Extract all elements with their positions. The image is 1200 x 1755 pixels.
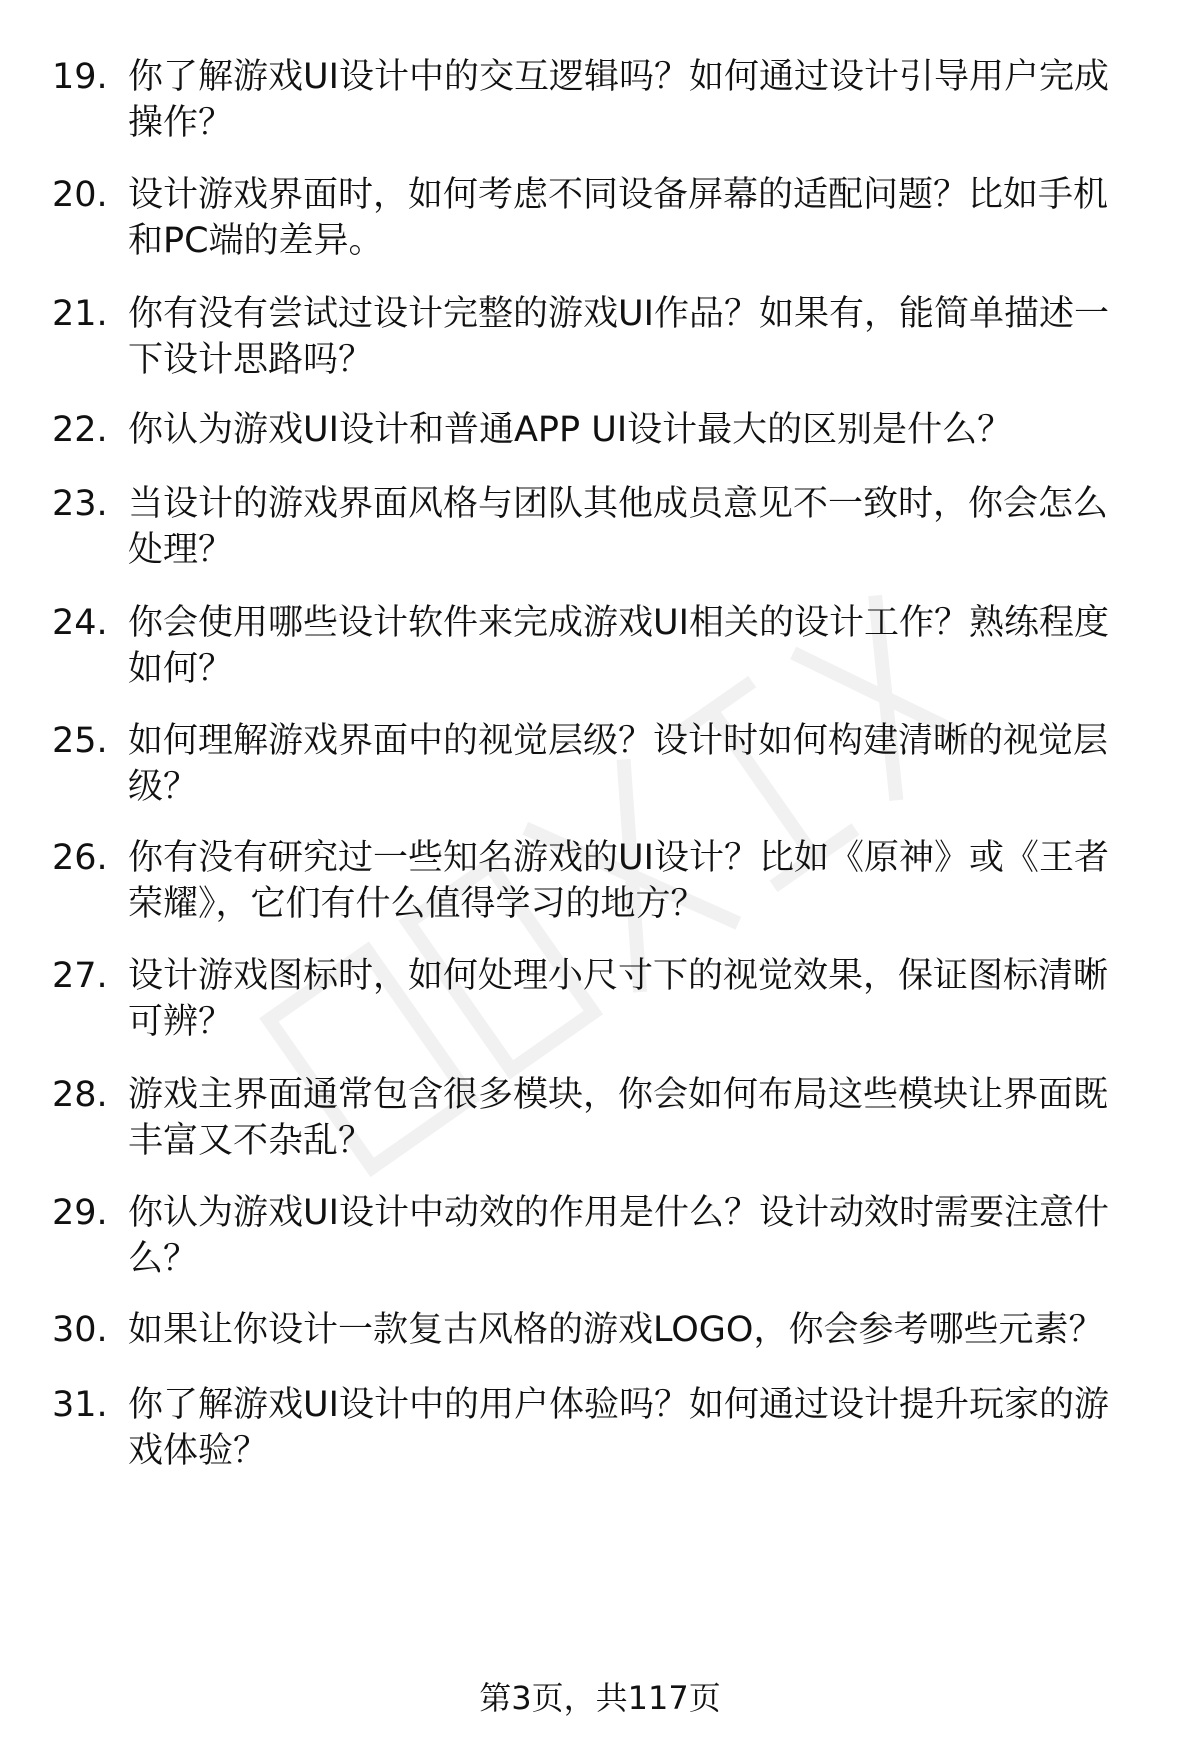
question-number: 22. [52, 410, 108, 450]
question-text: 你认为游戏UI设计中动效的作用是什么？设计动效时需要注意什么？ [128, 1193, 1109, 1279]
question-text: 你会使用哪些设计软件来完成游戏UI相关的设计工作？熟练程度如何？ [128, 603, 1109, 689]
question-number: 30. [52, 1310, 108, 1350]
question-text: 如果让你设计一款复古风格的游戏LOGO，你会参考哪些元素？ [128, 1310, 1104, 1350]
question-text: 设计游戏图标时，如何处理小尺寸下的视觉效果，保证图标清晰可辨？ [128, 956, 1109, 1042]
question-text: 如何理解游戏界面中的视觉层级？设计时如何构建清晰的视觉层级？ [128, 721, 1109, 807]
question-number: 31. [52, 1385, 108, 1425]
question-number: 25. [52, 721, 108, 761]
question-text: 你有没有尝试过设计完整的游戏UI作品？如果有，能简单描述一下设计思路吗？ [128, 294, 1109, 380]
question-number: 20. [52, 175, 108, 215]
question-number: 19. [52, 57, 108, 97]
question-number: 27. [52, 956, 108, 996]
question-text: 你认为游戏UI设计和普通APP UI设计最大的区别是什么？ [128, 410, 1013, 450]
page-number: 第3页，共117页 [479, 1679, 721, 1717]
question-text: 你了解游戏UI设计中的用户体验吗？如何通过设计提升玩家的游戏体验？ [128, 1385, 1109, 1471]
question-text: 当设计的游戏界面风格与团队其他成员意见不一致时，你会怎么处理？ [128, 484, 1109, 570]
question-text: 设计游戏界面时，如何考虑不同设备屏幕的适配问题？比如手机和PC端的差异。 [128, 175, 1109, 261]
question-number: 23. [52, 484, 108, 524]
question-number: 26. [52, 838, 108, 878]
question-number: 29. [52, 1193, 108, 1233]
question-text: 你有没有研究过一些知名游戏的UI设计？比如《原神》或《王者荣耀》，它们有什么值得学习的地方？ [128, 838, 1109, 924]
question-text: 游戏主界面通常包含很多模块，你会如何布局这些模块让界面既丰富又不杂乱？ [128, 1075, 1109, 1161]
question-number: 24. [52, 603, 108, 643]
question-number: 28. [52, 1075, 108, 1115]
question-text: 你了解游戏UI设计中的交互逻辑吗？如何通过设计引导用户完成操作？ [128, 57, 1109, 143]
question-number: 21. [52, 294, 108, 334]
